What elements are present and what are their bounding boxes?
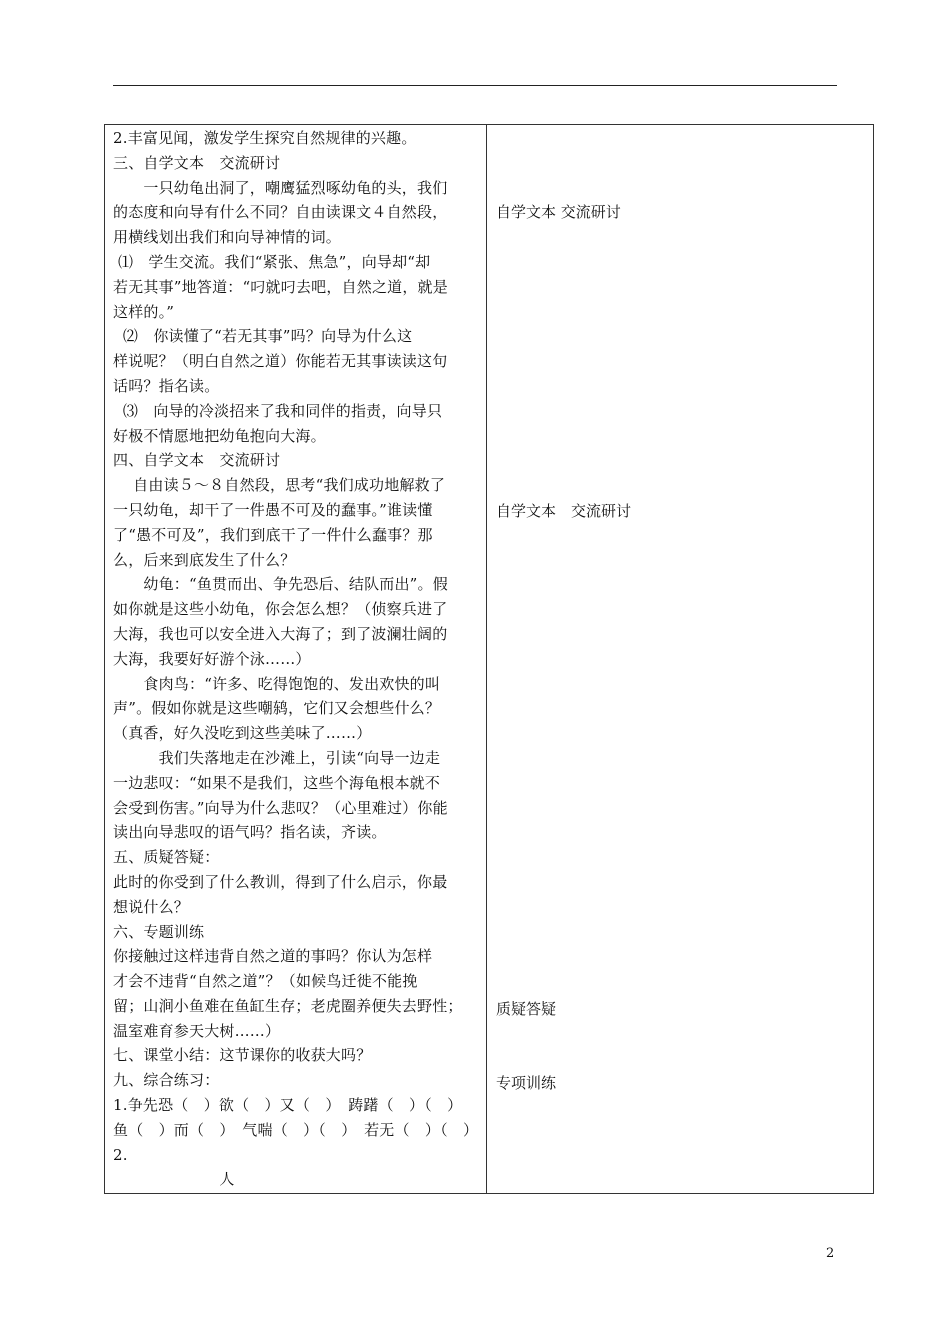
content-line: （真香，好久没吃到这些美味了……）	[113, 724, 372, 743]
exercise-line: 鱼（ ）而（ ） 气喘（ ）（ ） 若无（ ）（ ）	[113, 1120, 479, 1139]
content-line: 你接触过这样违背自然之道的事吗？你认为怎样	[113, 947, 433, 966]
content-line: 声”。假如你就是这些嘲鸫，它们又会想些什么？	[113, 699, 441, 718]
exercise-line: 人	[113, 1170, 235, 1189]
content-line: 的态度和向导有什么不同？自由读课文４自然段，	[113, 203, 448, 222]
content-line: 用横线划出我们和向导神情的词。	[113, 228, 342, 247]
exercise-line: 2.	[113, 1145, 128, 1164]
section-heading: 五、质疑答疑：	[113, 848, 220, 867]
section-heading: 三、自学文本 交流研讨	[113, 153, 281, 172]
content-line: 话吗？指名读。	[113, 376, 220, 395]
side-note-special-training: 专项训练	[496, 1074, 557, 1092]
content-line: 食肉鸟：“许多、吃得饱饱的、发出欢快的叫	[113, 674, 441, 693]
content-line: ⑴ 学生交流。我们“紧张、焦急”，向导却“却	[113, 252, 431, 271]
content-line: 大海，我要好好游个泳……）	[113, 649, 311, 668]
content-line: 么，后来到底发生了什么？	[113, 550, 296, 569]
content-line: ⑵ 你读懂了“若无其事”吗？向导为什么这	[113, 327, 413, 346]
section-heading: 四、自学文本 交流研讨	[113, 451, 281, 470]
content-line: 好极不情愿地把幼龟抱向大海。	[113, 426, 326, 445]
section-heading: 七、课堂小结：这节课你的收获大吗？	[113, 1046, 372, 1065]
content-line: 大海，我也可以安全进入大海了；到了波澜壮阔的	[113, 624, 448, 643]
lesson-content-column	[113, 126, 479, 1192]
content-line: 此时的你受到了什么教训，得到了什么启示，你最	[113, 872, 448, 891]
content-line: 了“愚不可及”，我们到底干了一件什么蠢事？那	[113, 525, 433, 544]
exercise-line: 1.争先恐（ ）欲（ ）又（ ） 踌躇（ ）（ ）	[113, 1096, 463, 1115]
content-line: 会受到伤害。”向导为什么悲叹？（心里难过）你能	[113, 798, 448, 817]
section-heading: 六、专题训练	[113, 922, 205, 941]
content-line: 若无其事”地答道：“叼就叼去吧，自然之道，就是	[113, 277, 448, 296]
content-line: 温室难育参天大树……）	[113, 1021, 281, 1040]
content-line: ⑶ 向导的冷淡招来了我和同伴的指责，向导只	[113, 401, 443, 420]
content-line: 如你就是这些小幼龟，你会怎么想？（侦察兵进了	[113, 600, 448, 619]
content-line: 留；山涧小鱼难在鱼缸生存；老虎圈养便失去野性；	[113, 996, 463, 1015]
side-note-self-study-1: 自学文本 交流研讨	[496, 203, 621, 221]
content-line: 读出向导悲叹的语气吗？指名读，齐读。	[113, 823, 387, 842]
content-line: 一只幼龟出洞了，嘲鹰猛烈啄幼龟的头，我们	[113, 178, 448, 197]
content-line: 样说呢？（明白自然之道）你能若无其事读读这句	[113, 352, 448, 371]
page-number: 2	[826, 1246, 835, 1261]
content-line: 我们失落地走在沙滩上，引读“向导一边走	[113, 748, 441, 767]
section-heading: 九、综合练习：	[113, 1071, 220, 1090]
header-rule	[113, 85, 837, 86]
side-note-self-study-2: 自学文本 交流研讨	[496, 502, 632, 520]
content-line: 2.丰富见闻，激发学生探究自然规律的兴趣。	[113, 129, 417, 147]
content-line: 才会不违背“自然之道”？（如候鸟迁徙不能挽	[113, 972, 418, 991]
content-line: 想说什么？	[113, 897, 190, 916]
content-line: 幼龟：“鱼贯而出、争先恐后、结队而出”。假	[113, 575, 448, 594]
content-line: 自由读５～８自然段，思考“我们成功地解救了	[113, 476, 446, 495]
side-note-question-answer: 质疑答疑	[496, 1000, 557, 1018]
content-line: 一边悲叹：“如果不是我们，这些个海龟根本就不	[113, 773, 441, 792]
content-line: 一只幼龟，却干了一件愚不可及的蠢事。”谁读懂	[113, 500, 433, 519]
table-column-divider	[486, 124, 487, 1194]
content-line: 这样的。”	[113, 302, 175, 321]
